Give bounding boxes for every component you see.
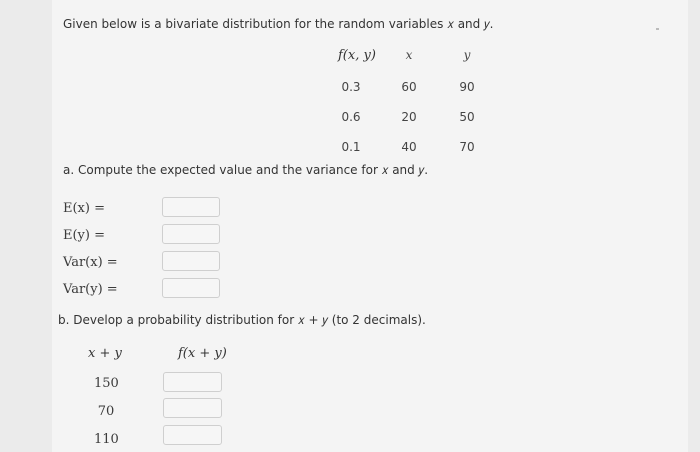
table-cell-y-1: 90	[459, 80, 475, 94]
question-panel	[52, 0, 688, 452]
dist-prob-input-3[interactable]	[163, 425, 222, 445]
table-header-x: x	[405, 48, 413, 62]
dist-prob-input-2[interactable]	[163, 398, 222, 418]
table-cell-f-3: 0.1	[341, 140, 361, 154]
table-cell-f-2: 0.6	[341, 110, 361, 124]
table-header-f: f(x, y)	[338, 48, 376, 63]
label-variance-x: Var(x) =	[63, 255, 118, 270]
label-variance-y: Var(y) =	[63, 282, 118, 297]
dist-sum-3: 110	[94, 432, 119, 447]
variance-x-input[interactable]	[162, 251, 220, 271]
variance-y-input[interactable]	[162, 278, 220, 298]
dist-header-prob: f(x + y)	[178, 346, 227, 361]
dist-prob-input-1[interactable]	[163, 372, 222, 392]
table-cell-y-3: 70	[459, 140, 475, 154]
dist-sum-1: 150	[94, 376, 119, 391]
intro-text: Given below is a bivariate distribution for the random variables 𝑥 and 𝑦.	[63, 17, 494, 31]
table-cell-x-2: 20	[401, 110, 417, 124]
label-expected-y: E(y) =	[63, 228, 106, 243]
expected-x-input[interactable]	[162, 197, 220, 217]
part-a-question: a. Compute the expected value and the variance for 𝑥 and 𝑦.	[63, 163, 429, 177]
part-b-question: b. Develop a probability distribution for 𝑥 + 𝑦 (to 2 decimals).	[58, 313, 426, 327]
label-expected-x: E(x) =	[63, 201, 105, 216]
expected-y-input[interactable]	[162, 224, 220, 244]
table-header-y: y	[463, 48, 471, 62]
table-cell-x-3: 40	[401, 140, 417, 154]
decorative-dash	[656, 28, 659, 30]
dist-sum-2: 70	[97, 404, 115, 419]
table-cell-f-1: 0.3	[341, 80, 361, 94]
dist-header-sum: x + y	[88, 346, 122, 361]
table-cell-y-2: 50	[459, 110, 475, 124]
table-cell-x-1: 60	[401, 80, 417, 94]
